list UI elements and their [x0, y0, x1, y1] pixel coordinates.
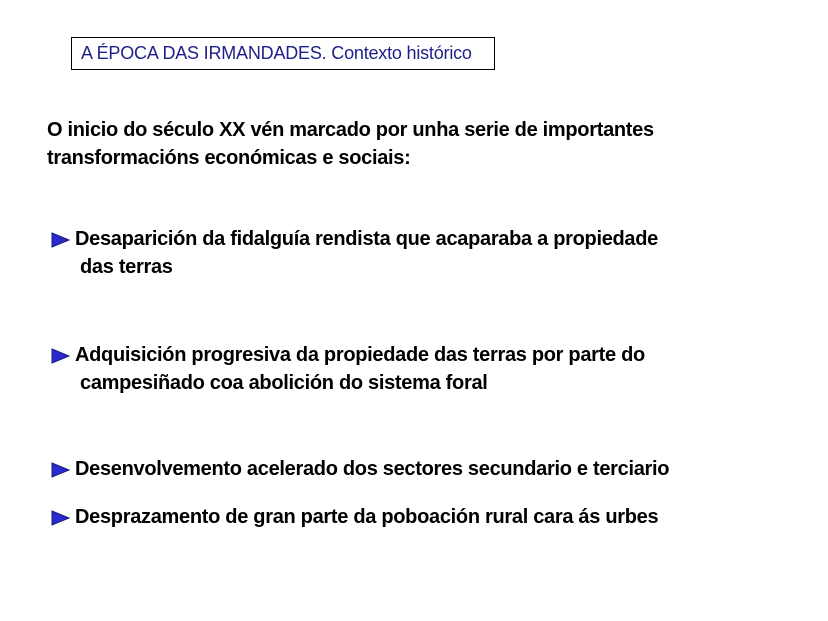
bullet-text [50, 503, 770, 531]
right-triangle-icon [50, 232, 70, 248]
intro-paragraph [47, 116, 747, 172]
title-box [71, 37, 495, 70]
bullet-line-1: Desprazamento de gran parte da poboación rural cara ás urbes [75, 506, 659, 528]
intro-line-2: transformacións económicas e sociais: [47, 147, 411, 169]
slide-title: A ÉPOCA DAS IRMANDADES. Contexto histórico [81, 43, 472, 63]
right-triangle-icon [50, 462, 70, 478]
right-triangle-icon [50, 510, 70, 526]
bullet-item-1 [50, 225, 770, 281]
bullet-line-1: Desenvolvemento acelerado dos sectores secundario e terciario [75, 458, 670, 480]
bullet-item-2 [50, 341, 770, 397]
bullet-text [50, 225, 770, 281]
bullet-line-2: campesiñado coa abolición do sistema foral [80, 372, 488, 394]
bullet-line-2: das terras [80, 256, 173, 278]
bullet-line-1: Adquisición progresiva da propiedade das terras por parte do [75, 344, 645, 366]
bullet-item-3 [50, 455, 770, 483]
bullet-line-1: Desaparición da fidalguía rendista que acaparaba a propiedade [75, 228, 658, 250]
right-triangle-icon [50, 348, 70, 364]
bullet-text [50, 341, 770, 397]
intro-line-1: O inicio do século XX vén marcado por unha serie de importantes [47, 119, 654, 141]
bullet-text [50, 455, 770, 483]
bullet-item-4 [50, 503, 770, 531]
